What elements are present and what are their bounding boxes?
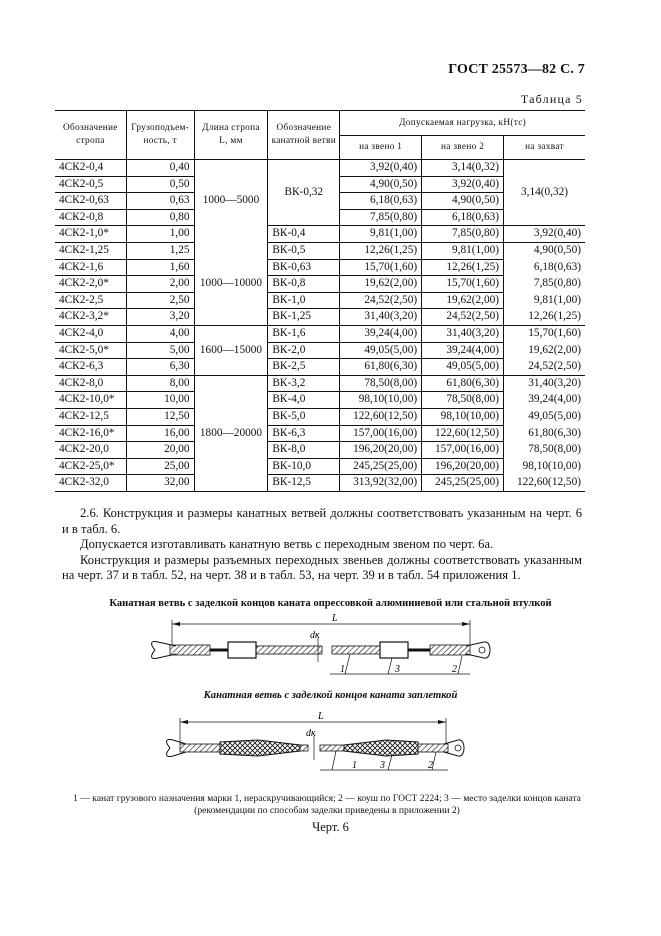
callout-2: 2 — [452, 664, 457, 675]
cell-link1: 24,52(2,50) — [340, 292, 422, 309]
cell-link1: 157,00(16,00) — [340, 425, 422, 442]
rope-branch-spliced-drawing — [0, 708, 661, 788]
cell-link1: 78,50(8,00) — [340, 375, 422, 392]
cell-link1: 122,60(12,50) — [340, 408, 422, 425]
cell-link1: 245,25(25,00) — [340, 458, 422, 475]
callout-1b: 1 — [352, 760, 357, 771]
cell-grip: 19,62(2,00) — [504, 342, 585, 359]
rope-branch-pressed-drawing — [0, 610, 661, 690]
dim-d-label: dк — [310, 630, 320, 641]
table-row — [55, 375, 585, 392]
callout-2b: 2 — [428, 760, 433, 771]
cell-capacity: 0,80 — [126, 209, 194, 226]
cell-designation: 4СК2-1,6 — [55, 259, 126, 276]
cell-link2: 157,00(16,00) — [422, 442, 504, 459]
cell-capacity: 20,00 — [126, 442, 194, 459]
table-row — [55, 309, 585, 326]
cell-grip: 6,18(0,63) — [504, 259, 585, 276]
cell-link2: 39,24(4,00) — [422, 342, 504, 359]
paragraph: Конструкция и размеры разъемных переходных звеньев должны соответствовать указанным на черт. 37 и в табл. 52, на черт. 38 и в табл. 53, на черт. 39 и в табл. 54 приложения 1. — [62, 552, 582, 582]
cell-branch: ВК-0,4 — [268, 226, 340, 243]
cell-designation: 4СК2-5,0* — [55, 342, 126, 359]
cell-length: 1000—5000 — [194, 160, 268, 243]
cell-link2: 9,81(1,00) — [422, 242, 504, 259]
cell-link2: 61,80(6,30) — [422, 375, 504, 392]
cell-link2: 12,26(1,25) — [422, 259, 504, 276]
cell-link1: 61,80(6,30) — [340, 359, 422, 376]
table-row — [55, 392, 585, 409]
figure-caption: Черт. 6 — [312, 820, 349, 834]
cell-branch: ВК-1,25 — [268, 309, 340, 326]
cell-designation: 4СК2-32,0 — [55, 475, 126, 492]
cell-link1: 4,90(0,50) — [340, 176, 422, 193]
cell-designation: 4СК2-25,0* — [55, 458, 126, 475]
cell-designation: 4СК2-12,5 — [55, 408, 126, 425]
cell-length: 1000—10000 — [194, 242, 268, 325]
table-row — [55, 276, 585, 293]
cell-capacity: 32,00 — [126, 475, 194, 492]
cell-designation: 4СК2-20,0 — [55, 442, 126, 459]
cell-branch: ВК-0,5 — [268, 242, 340, 259]
cell-link1: 196,20(20,00) — [340, 442, 422, 459]
cell-grip: 3,92(0,40) — [504, 226, 585, 243]
cell-length: 1600—15000 — [194, 325, 268, 375]
cell-link1: 49,05(5,00) — [340, 342, 422, 359]
cell-branch: ВК-0,63 — [268, 259, 340, 276]
figure-legend: 1 — канат грузового назначения марки 1, нераскручивающийся; 2 — коуш по ГОСТ 2224; 3 — место заделки концов каната (рекомендации по способам заделки приведены в приложении 2) — [73, 793, 581, 816]
rope-left — [152, 641, 322, 658]
cell-link1: 31,40(3,20) — [340, 309, 422, 326]
cell-capacity: 2,50 — [126, 292, 194, 309]
dim-L2-label: L — [318, 711, 324, 722]
col-header-grip: на захват — [504, 136, 585, 160]
cell-capacity: 8,00 — [126, 375, 194, 392]
cell-link2: 122,60(12,50) — [422, 425, 504, 442]
table-row — [55, 242, 585, 259]
cell-designation: 4СК2-16,0* — [55, 425, 126, 442]
cell-link2: 19,62(2,00) — [422, 292, 504, 309]
cell-link1: 6,18(0,63) — [340, 193, 422, 210]
cell-capacity: 12,50 — [126, 408, 194, 425]
callout-3b: 3 — [380, 760, 385, 771]
cell-branch: ВК-1,6 — [268, 325, 340, 342]
cell-capacity: 3,20 — [126, 309, 194, 326]
cell-link2: 31,40(3,20) — [422, 325, 504, 342]
cell-capacity: 4,00 — [126, 325, 194, 342]
cell-link2: 98,10(10,00) — [422, 408, 504, 425]
cell-capacity: 1,00 — [126, 226, 194, 243]
cell-grip: 15,70(1,60) — [504, 325, 585, 342]
cell-grip: 122,60(12,50) — [504, 475, 585, 492]
cell-link2: 6,18(0,63) — [422, 209, 504, 226]
rope-left-spliced — [167, 739, 308, 756]
cell-designation: 4СК2-0,8 — [55, 209, 126, 226]
cell-grip: 98,10(10,00) — [504, 458, 585, 475]
cell-grip: 31,40(3,20) — [504, 375, 585, 392]
cell-link2: 3,92(0,40) — [422, 176, 504, 193]
cell-link2: 24,52(2,50) — [422, 309, 504, 326]
cell-designation: 4СК2-0,63 — [55, 193, 126, 210]
table-row — [55, 160, 585, 177]
cell-branch: ВК-1,0 — [268, 292, 340, 309]
cell-designation: 4СК2-8,0 — [55, 375, 126, 392]
cell-designation: 4СК2-2,5 — [55, 292, 126, 309]
cell-link2: 4,90(0,50) — [422, 193, 504, 210]
cell-designation: 4СК2-10,0* — [55, 392, 126, 409]
col-header-link2: на звено 2 — [422, 136, 504, 160]
cell-link2: 78,50(8,00) — [422, 392, 504, 409]
cell-link2: 15,70(1,60) — [422, 276, 504, 293]
cell-capacity: 25,00 — [126, 458, 194, 475]
cell-branch: ВК-2,0 — [268, 342, 340, 359]
col-header-designation: Обозначение стропа — [55, 111, 126, 160]
dim-d2-label: dк — [306, 728, 316, 739]
cell-link1: 15,70(1,60) — [340, 259, 422, 276]
table-row — [55, 325, 585, 342]
rope-right — [332, 642, 490, 658]
cell-branch: ВК-2,5 — [268, 359, 340, 376]
col-header-load: Допускаемая нагрузка, кН(тс) — [340, 111, 585, 136]
cell-capacity: 1,25 — [126, 242, 194, 259]
cell-link1: 19,62(2,00) — [340, 276, 422, 293]
table-row — [55, 408, 585, 425]
table-row — [55, 442, 585, 459]
cell-link2: 3,14(0,32) — [422, 160, 504, 177]
cell-designation: 4СК2-2,0* — [55, 276, 126, 293]
table-row — [55, 226, 585, 243]
cell-grip: 61,80(6,30) — [504, 425, 585, 442]
table-row — [55, 425, 585, 442]
load-table — [55, 110, 585, 492]
cell-link1: 3,92(0,40) — [340, 160, 422, 177]
cell-designation: 4СК2-1,25 — [55, 242, 126, 259]
paragraph: Допускается изготавливать канатную ветвь с переходным звеном по черт. 6а. — [80, 537, 494, 551]
cell-capacity: 10,00 — [126, 392, 194, 409]
cell-link1: 313,92(32,00) — [340, 475, 422, 492]
col-header-branch: Обозначение канатной ветви — [268, 111, 340, 160]
cell-branch: ВК-6,3 — [268, 425, 340, 442]
cell-link1: 12,26(1,25) — [340, 242, 422, 259]
document-header: ГОСТ 25573—82 С. 7 — [448, 62, 585, 77]
cell-capacity: 0,40 — [126, 160, 194, 177]
callout-1: 1 — [340, 664, 345, 675]
cell-capacity: 0,63 — [126, 193, 194, 210]
body-text — [62, 506, 582, 584]
cell-link2: 49,05(5,00) — [422, 359, 504, 376]
table-row — [55, 342, 585, 359]
cell-grip: 39,24(4,00) — [504, 392, 585, 409]
cell-grip: 4,90(0,50) — [504, 242, 585, 259]
cell-designation: 4СК2-1,0* — [55, 226, 126, 243]
table-row — [55, 292, 585, 309]
cell-branch: ВК-0,8 — [268, 276, 340, 293]
cell-capacity: 0,50 — [126, 176, 194, 193]
cell-grip: 24,52(2,50) — [504, 359, 585, 376]
cell-grip: 12,26(1,25) — [504, 309, 585, 326]
figure-title-spliced: Канатная ветвь с заделкой концов каната заплеткой — [203, 690, 458, 701]
col-header-link1: на звено 1 — [340, 136, 422, 160]
cell-link2: 196,20(20,00) — [422, 458, 504, 475]
cell-grip: 78,50(8,00) — [504, 442, 585, 459]
cell-grip: 9,81(1,00) — [504, 292, 585, 309]
cell-branch: ВК-0,32 — [268, 160, 340, 226]
cell-link2: 245,25(25,00) — [422, 475, 504, 492]
cell-capacity: 2,00 — [126, 276, 194, 293]
dimension-d2 — [306, 728, 316, 760]
cell-link1: 39,24(4,00) — [340, 325, 422, 342]
dim-L-label: L — [332, 613, 338, 624]
cell-capacity: 16,00 — [126, 425, 194, 442]
paragraph: 2.6. Конструкция и размеры канатных ветвей должны соответствовать указанным на черт. 6 и в табл. 6. — [62, 506, 582, 536]
cell-designation: 4СК2-6,3 — [55, 359, 126, 376]
table-label: Таблица 5 — [520, 92, 583, 106]
cell-branch: ВК-8,0 — [268, 442, 340, 459]
cell-link1: 98,10(10,00) — [340, 392, 422, 409]
cell-capacity: 6,30 — [126, 359, 194, 376]
cell-branch: ВК-5,0 — [268, 408, 340, 425]
dimension-L — [172, 613, 470, 646]
table-row — [55, 359, 585, 376]
cell-link1: 9,81(1,00) — [340, 226, 422, 243]
table-row — [55, 259, 585, 276]
cell-link1: 7,85(0,80) — [340, 209, 422, 226]
cell-designation: 4СК2-3,2* — [55, 309, 126, 326]
cell-designation: 4СК2-0,5 — [55, 176, 126, 193]
col-header-capacity: Грузоподъем-ность, т — [126, 111, 194, 160]
cell-grip: 7,85(0,80) — [504, 276, 585, 293]
rope-right-spliced — [320, 740, 464, 756]
cell-capacity: 5,00 — [126, 342, 194, 359]
cell-designation: 4СК2-4,0 — [55, 325, 126, 342]
cell-designation: 4СК2-0,4 — [55, 160, 126, 177]
cell-grip: 49,05(5,00) — [504, 408, 585, 425]
cell-capacity: 1,60 — [126, 259, 194, 276]
cell-length: 1800—20000 — [194, 375, 268, 491]
cell-branch: ВК-4,0 — [268, 392, 340, 409]
table-row — [55, 475, 585, 492]
callout-3: 3 — [395, 664, 400, 675]
cell-link2: 7,85(0,80) — [422, 226, 504, 243]
cell-branch: ВК-10,0 — [268, 458, 340, 475]
cell-branch: ВК-12,5 — [268, 475, 340, 492]
cell-branch: ВК-3,2 — [268, 375, 340, 392]
cell-grip: 3,14(0,32) — [504, 160, 585, 226]
col-header-length: Длина стропа L, мм — [194, 111, 268, 160]
figure-title-pressed: Канатная ветвь с заделкой концов каната опрессовкой алюминиевой или стальной втулкой — [109, 598, 552, 609]
table-row — [55, 458, 585, 475]
